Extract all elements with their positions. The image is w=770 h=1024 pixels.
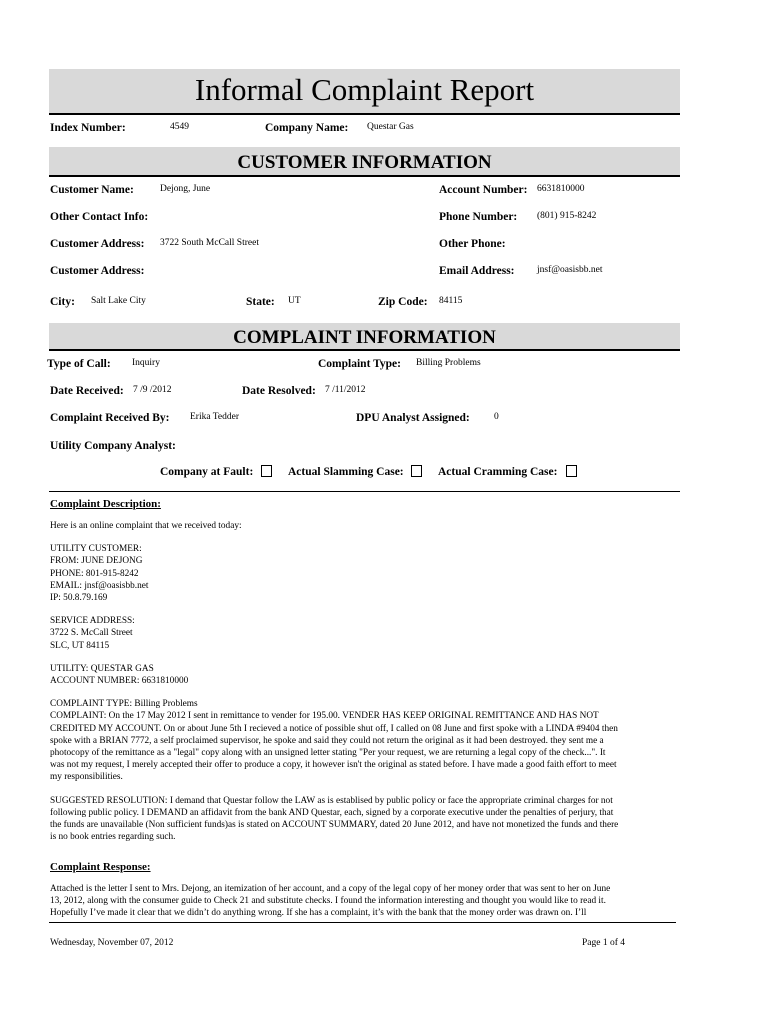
customer-address-value: 3722 South McCall Street <box>160 238 259 248</box>
complaint-text-block <box>50 698 680 783</box>
company-name-label: Company Name: <box>265 122 349 134</box>
state-value: UT <box>288 296 301 306</box>
section-divider <box>49 491 680 492</box>
index-number-value: 4549 <box>170 122 189 132</box>
account-number-value: 6631810000 <box>537 184 585 194</box>
text-line: SUGGESTED RESOLUTION: I demand that Questar follow the LAW as is establised by public policy or face the appropriate criminal charges for not <box>50 795 613 806</box>
cramming-case-label: Actual Cramming Case: <box>438 466 558 478</box>
text-line: UTILITY CUSTOMER: <box>50 544 142 555</box>
type-of-call-value: Inquiry <box>132 358 160 368</box>
utility-block <box>50 663 680 687</box>
company-at-fault-checkbox[interactable] <box>261 465 272 477</box>
dpu-analyst-label: DPU Analyst Assigned: <box>356 412 470 424</box>
phone-number-value: (801) 915-8242 <box>537 211 597 221</box>
text-line: FROM: JUNE DEJONG <box>50 556 143 567</box>
complaint-response-heading: Complaint Response: <box>50 861 151 873</box>
footer-date: Wednesday, November 07, 2012 <box>50 938 174 948</box>
text-line: Hopefully I’ve made it clear that we didn’t do anything wrong. If she has a complaint, it’s with the bank that the money order was drawn on. I’ll <box>50 908 587 919</box>
cramming-case-checkbox[interactable] <box>566 465 577 477</box>
zip-code-value: 84115 <box>439 296 463 306</box>
date-received-label: Date Received: <box>50 385 124 397</box>
other-contact-label: Other Contact Info: <box>50 211 149 223</box>
customer-section-heading: CUSTOMER INFORMATION <box>237 152 492 173</box>
text-line: photocopy of the remittance as a "legal" copy along with an unsigned letter stating "Per your request, we are returning a legal copy of the check...". It <box>50 748 606 759</box>
text-line: my responsibilities. <box>50 772 123 783</box>
date-resolved-value: 7 /11/2012 <box>325 385 366 395</box>
complaint-type-label: Complaint Type: <box>318 358 401 370</box>
footer-divider <box>49 922 676 923</box>
other-phone-label: Other Phone: <box>439 238 506 250</box>
customer-name-label: Customer Name: <box>50 184 134 196</box>
text-line: is no book entries regarding such. <box>50 832 176 843</box>
text-line: following public policy. I DEMAND an affidavit from the bank AND Questar, each, signed by a corporate executive under the penalties of perjury, that <box>50 807 614 818</box>
state-label: State: <box>246 296 275 308</box>
text-line: IP: 50.8.79.169 <box>50 593 108 604</box>
customer-name-value: Dejong, June <box>160 184 211 194</box>
text-line: CREDITED MY ACCOUNT. On or about June 5th I recieved a notice of possible shut off, I called on 08 June and first spoke with a LINDA #9404 then <box>50 723 618 734</box>
date-received-value: 7 /9 /2012 <box>133 385 172 395</box>
page-number: Page 1 of 4 <box>582 938 626 948</box>
text-line: was not my request, I merely accepted their offer to produce a copy, it however isn't the original as stated before. I have made a good faith effort to meet <box>50 760 617 771</box>
service-address-block <box>50 615 680 652</box>
company-at-fault-label: Company at Fault: <box>160 466 254 478</box>
received-by-label: Complaint Received By: <box>50 412 170 424</box>
phone-number-label: Phone Number: <box>439 211 518 223</box>
page-title: Informal Complaint Report <box>194 72 535 107</box>
text-line: 3722 S. McCall Street <box>50 628 133 639</box>
complaint-description-heading: Complaint Description: <box>50 498 161 510</box>
type-of-call-label: Type of Call: <box>47 358 111 370</box>
complaint-response-body <box>50 883 680 920</box>
customer-address2-label: Customer Address: <box>50 265 145 277</box>
text-line: SLC, UT 84115 <box>50 640 110 651</box>
complaint-description-body <box>50 520 680 854</box>
text-line: ACCOUNT NUMBER: 6631810000 <box>50 676 189 687</box>
utility-analyst-label: Utility Company Analyst: <box>50 440 176 452</box>
text-line: spoke with a BRIAN 7772, a self proclaimed supervisor, he spoke and said they could not return the original as it had been destroyed. they sent me a <box>50 735 604 746</box>
slamming-case-checkbox[interactable] <box>411 465 422 477</box>
text-line: 13, 2012, along with the consumer guide to Check 21 and substitute checks. I found the information interesting and thought you would like to read it. <box>50 896 606 907</box>
email-address-label: Email Address: <box>439 265 515 277</box>
email-address-value: jnsf@oasisbb.net <box>537 265 603 275</box>
account-number-label: Account Number: <box>439 184 528 196</box>
dpu-analyst-value: 0 <box>494 412 499 422</box>
text-line: Attached is the letter I sent to Mrs. Dejong, an itemization of her account, and a copy of the legal copy of her money order that was sent to her on June <box>50 884 611 894</box>
text-line: COMPLAINT TYPE: Billing Problems <box>50 699 198 710</box>
complaint-section-heading: COMPLAINT INFORMATION <box>233 327 496 348</box>
city-label: City: <box>50 296 75 308</box>
company-name-value: Questar Gas <box>367 122 414 132</box>
text-line: SERVICE ADDRESS: <box>50 616 135 627</box>
customer-block <box>50 543 680 604</box>
slamming-case-label: Actual Slamming Case: <box>288 466 404 478</box>
text-line: EMAIL: jnsf@oasisbb.net <box>50 580 149 591</box>
text-line: the funds are unavailable (Non sufficient funds)as is stated on ACCOUNT SUMMARY, dated 20 June 2012, and have not monetized the funds and there <box>50 820 619 831</box>
zip-code-label: Zip Code: <box>378 296 428 308</box>
text-line: COMPLAINT: On the 17 May 2012 I sent in remittance to vender for 195.00. VENDER HAS KEEP ORIGINAL REMITTANCE AND HAS NOT <box>50 711 599 722</box>
complaint-type-value: Billing Problems <box>416 358 481 368</box>
text-line: PHONE: 801-915-8242 <box>50 568 139 579</box>
date-resolved-label: Date Resolved: <box>242 385 316 397</box>
suggested-resolution-block <box>50 795 680 844</box>
customer-address-label: Customer Address: <box>50 238 145 250</box>
text-line: UTILITY: QUESTAR GAS <box>50 663 154 674</box>
received-by-value: Erika Tedder <box>190 412 240 422</box>
description-intro: Here is an online complaint that we received today: <box>50 521 242 531</box>
index-number-label: Index Number: <box>50 122 126 134</box>
city-value: Salt Lake City <box>91 296 146 306</box>
